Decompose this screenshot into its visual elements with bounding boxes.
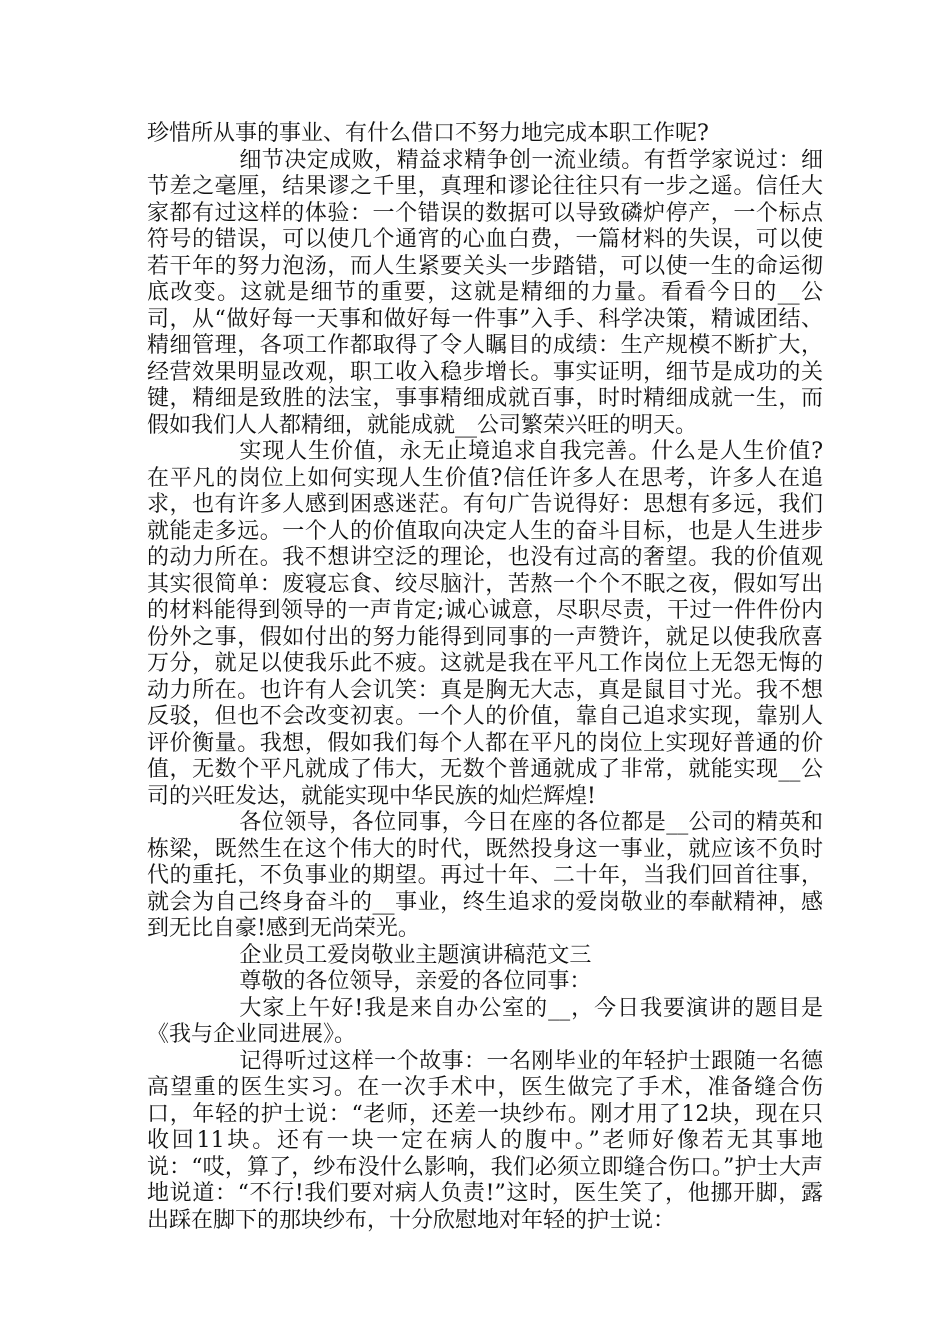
salutation: 尊敬的各位领导，亲爱的各位同事： [239, 969, 592, 994]
section-heading: 企业员工爱岗敬业主题演讲稿范文三 [239, 942, 592, 968]
paragraph-greeting: 大家上午好!我是来自办公室的__，今日我要演讲的题目是《我与企业同进展》。 [147, 995, 823, 1047]
paragraph-appeal: 各位领导，各位同事，今日在座的各位都是__公司的精英和栋梁，既然生在这个伟大的时代，既然投身这一事业，就应该不负时代的重托，不负事业的期望。再过十年、二十年，当我们回首往事，就会为自己终身奋斗的__事业，终生追求的爱岗敬业的奉献精神，感到无比自豪!感到无尚荣光。 [147, 810, 823, 941]
paragraph-details-matter: 细节决定成败，精益求精争创一流业绩。有哲学家说过：细节差之毫厘，结果谬之千里，真理和谬论往往只有一步之遥。信任大家都有过这样的体验：一个错误的数据可以导致磷炉停产，一个标点符号的错误，可以使几个通宵的心血白费，一篇材料的失误，可以使若干年的努力泡汤，而人生紧要关头一步踏错，可以使一生的命运彻底改变。这就是细节的重要，这就是精细的力量。看看今日的__公司，从“做好每一天事和做好每一件事”入手、科学决策，精诚团结、精细管理，各项工作都取得了令人瞩目的成绩：生产规模不断扩大，经营效果明显改观，职工收入稳步增长。事实证明，细节是成功的关键，精细是致胜的法宝，事事精细成就百事，时时精细成就一生，而假如我们人人都精细，就能成就__公司繁荣兴旺的明天。 [147, 147, 823, 438]
paragraph-story: 记得听过这样一个故事：一名刚毕业的年轻护士跟随一名德高望重的医生实习。在一次手术中，医生做完了手术，准备缝合伤口，年轻的护士说：“老师，还差一块纱布。刚才用了12块，现在只收回11块。还有一块一定在病人的腹中。”老师好像若无其事地说：“哎，算了，纱布没什么影响，我们必须立即缝合伤口。”护士大声地说道：“不行!我们要对病人负责!”这时，医生笑了，他挪开脚，露出踩在脚下的那块纱布，十分欣慰地对年轻的护士说： [147, 1048, 823, 1233]
paragraph-continuation: 珍惜所从事的事业、有什么借口不努力地完成本职工作呢? [147, 121, 709, 146]
paragraph-life-value: 实现人生价值，永无止境追求自我完善。什么是人生价值?在平凡的岗位上如何实现人生价值?信任许多人在思考，许多人在追求，也有许多人感到困惑迷茫。有句广告说得好：思想有多远，我们就能走多远。一个人的价值取向决定人生的奋斗目标，也是人生进步的动力所在。我不想讲空泛的理论，也没有过高的奢望。我的价值观其实很简单：废寝忘食、绞尽脑汁，苦熬一个个不眠之夜，假如写出的材料能得到领导的一声肯定;诚心诚意，尽职尽责，干过一件件份内份外之事，假如付出的努力能得到同事的一声赞许，就足以使我欣喜万分，就足以使我乐此不疲。这就是我在平凡工作岗位上无怨无悔的动力所在。也许有人会讥笑：真是胸无大志，真是鼠目寸光。我不想反驳，但也不会改变初衷。一个人的价值，靠自己追求实现，靠别人评价衡量。我想，假如我们每个人都在平凡的岗位上实现好普通的价值，无数个平凡就成了伟大，无数个普通就成了非常，就能实现__公司的兴旺发达，就能实现中华民族的灿烂辉煌! [147, 439, 823, 809]
document-body [147, 121, 823, 1234]
